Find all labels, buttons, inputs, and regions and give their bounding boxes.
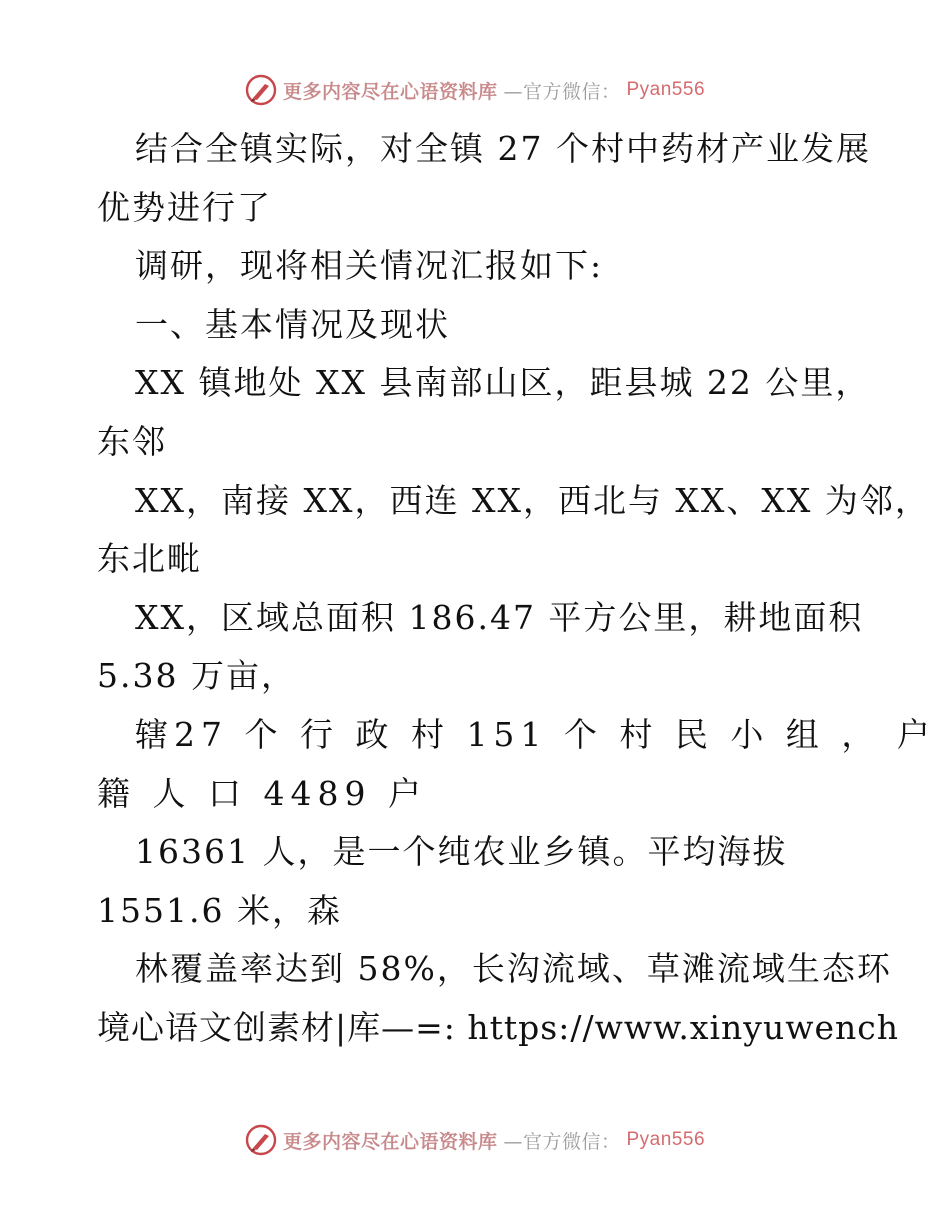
pen-logo-icon <box>245 74 277 106</box>
text-line-url: 境心语文创素材|库—=: https://www.xinyuwench <box>97 1007 899 1047</box>
banner-title: 更多内容尽在心语资料库 <box>282 80 498 103</box>
text-line: 籍 人 口 4489 户 <box>97 773 427 813</box>
text-line: 辖27 个 行 政 村 151 个 村 民 小 组 ， 户 <box>135 714 936 754</box>
text-line: 优势进行了 <box>97 187 272 227</box>
text-line: 调研，现将相关情况汇报如下: <box>135 246 604 286</box>
section-heading: 一、基本情况及现状 <box>135 304 450 344</box>
banner-subtitle: —官方微信： <box>503 80 621 103</box>
header-banner <box>0 72 950 108</box>
text-line: 1551.6 米，森 <box>97 890 342 930</box>
text-line: 东北毗 <box>97 539 202 579</box>
document-body <box>97 120 936 1058</box>
text-line: 5.38 万亩， <box>97 656 296 696</box>
banner-title: 更多内容尽在心语资料库 <box>282 1130 498 1153</box>
text-line: 16361 人，是一个纯农业乡镇。平均海拔 <box>135 832 788 872</box>
text-line: 林覆盖率达到 58%，长沟流域、草滩流域生态环 <box>135 949 892 989</box>
text-line: 东邻 <box>97 421 167 461</box>
text-line: XX，南接 XX，西连 XX，西北与 XX、XX 为邻， <box>135 480 930 520</box>
banner-wechat-id: Pyan556 <box>626 1129 706 1150</box>
banner <box>245 74 705 106</box>
banner-subtitle: —官方微信： <box>503 1130 621 1153</box>
text-line: XX 镇地处 XX 县南部山区，距县城 22 公里， <box>135 363 871 403</box>
footer-banner <box>0 1122 950 1158</box>
text-line: XX，区域总面积 186.47 平方公里，耕地面积 <box>135 597 864 637</box>
text-line: 结合全镇实际，对全镇 27 个村中药材产业发展 <box>135 129 871 168</box>
banner-wechat-id: Pyan556 <box>626 79 706 100</box>
banner <box>245 1124 705 1156</box>
pen-logo-icon <box>245 1124 277 1156</box>
